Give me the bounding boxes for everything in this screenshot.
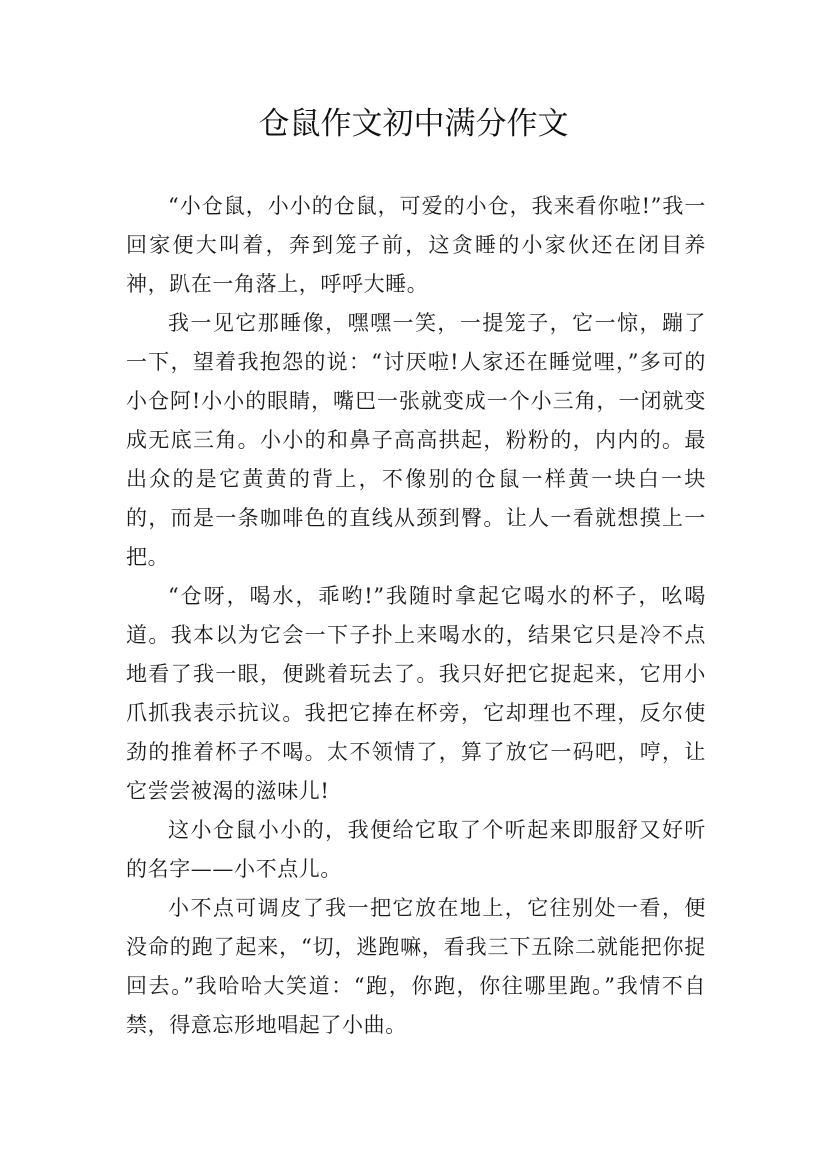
paragraph: “小仓鼠，小小的仓鼠，可爱的小仓，我来看你啦!”我一回家便大叫着，奔到笼子前，这贪睡的小家伙还在闭目养神，趴在一角落上，呼呼大睡。 <box>126 194 706 296</box>
paragraph: “仓呀，喝水，乖哟!”我随时拿起它喝水的杯子，吆喝道。我本以为它会一下子扑上来喝水的，结果它只是冷不点地看了我一眼，便跳着玩去了。我只好把它捉起来，它用小爪抓我表示抗议。我把它捧在杯旁，它却理也不理，反尔使劲的推着杯子不喝。太不领情了，算了放它一码吧，哼，让它尝尝被渴的滋味儿! <box>126 584 706 803</box>
document-title: 仓鼠作文初中满分作文 <box>258 106 569 142</box>
paragraph: 我一见它那睡像，嘿嘿一笑，一提笼子，它一惊，蹦了一下，望着我抱怨的说：“讨厌啦!人家还在睡觉哩，”多可的小仓阿!小小的眼睛，嘴巴一张就变成一个小三角，一闭就变成无底三角。小小的和鼻子高高拱起，粉粉的，内内的。最出众的是它黄黄的背上，不像别的仓鼠一样黄一块白一块的，而是一条咖啡色的直线从颈到臀。让人一看就想摸上一把。 <box>126 311 706 569</box>
document-body <box>126 187 706 1045</box>
paragraph: 小不点可调皮了我一把它放在地上，它往别处一看，便没命的跑了起来，“切，逃跑嘛，看我三下五除二就能把你捉回去。”我哈哈大笑道：“跑，你跑，你往哪里跑。”我情不自禁，得意忘形地唱起了小曲。 <box>126 896 706 1037</box>
paragraph: 这小仓鼠小小的，我便给它取了个听起来即服舒又好听的名字——小不点儿。 <box>126 818 706 881</box>
